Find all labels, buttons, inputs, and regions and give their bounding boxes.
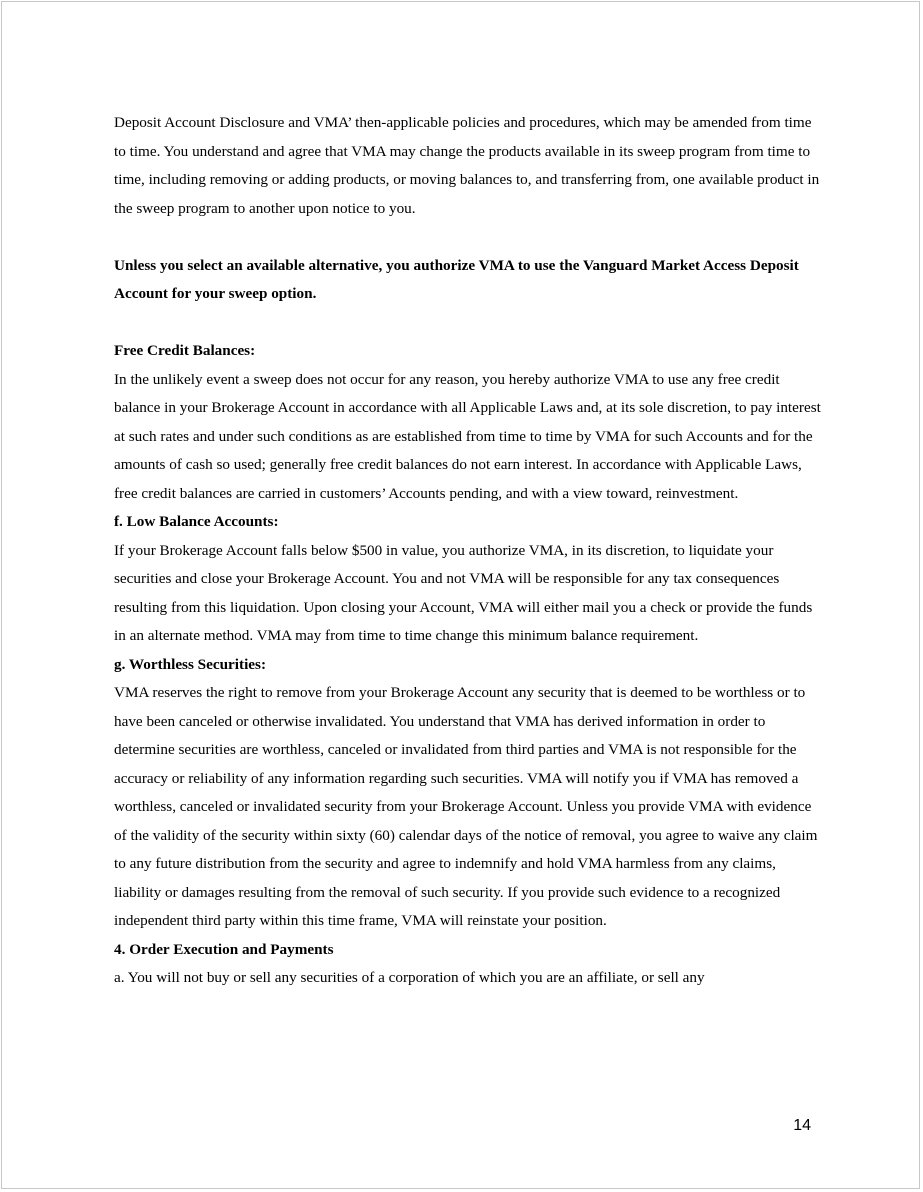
paragraph-low-balance-accounts: If your Brokerage Account falls below $500 in value, you authorize VMA, in its discretion, to liquidate your securities and close your Brokerage Account. You and not VMA will be responsible for any tax consequences resulting from this liquidation. Upon closing your Account, VMA will either mail you a check or provide the funds in an alternate method. VMA may from time to time change this minimum balance requirement.: [114, 541, 813, 644]
page-number: 14: [793, 1117, 811, 1134]
page-body: [114, 109, 826, 993]
heading-order-execution: 4. Order Execution and Payments: [114, 940, 334, 958]
heading-worthless-securities: g. Worthless Securities:: [114, 655, 267, 673]
document-page: [1, 1, 920, 1189]
paragraph-order-execution-a: a. You will not buy or sell any securities of a corporation of which you are an affiliate, or sell any: [114, 969, 705, 986]
heading-free-credit-balances: Free Credit Balances:: [114, 342, 256, 359]
paragraph-sweep-default: Unless you select an available alternative, you authorize VMA to use the Vanguard Market Access Deposit Account for your sweep option.: [114, 256, 799, 302]
paragraph-worthless-securities: VMA reserves the right to remove from your Brokerage Account any security that is deemed to be worthless or to have been canceled or otherwise invalidated. You understand that VMA has derived information in order to determine securities are worthless, canceled or invalidated from third parties and VMA is not responsible for the accuracy or reliability of any information regarding such securities. VMA will notify you if VMA has removed a worthless, canceled or invalidated security from your Brokerage Account. Unless you provide VMA with evidence of the validity of the security within sixty (60) calendar days of the notice of removal, you agree to waive any claim to any future distribution from the security and agree to indemnify and hold VMA harmless from any claims, liability or damages resulting from the removal of such security. If you provide such evidence to a recognized independent third party within this time frame, VMA will reinstate your position.: [114, 684, 818, 929]
heading-low-balance-accounts: f. Low Balance Accounts:: [114, 513, 279, 530]
paragraph-sweep-continued: Deposit Account Disclosure and VMA’ then-applicable policies and procedures, which may be amended from time to time. You understand and agree that VMA may change the products available in its sweep program from time to time, including removing or adding products, or moving balances to, and transferring from, one available product in the sweep program to another upon notice to you.: [114, 114, 820, 217]
paragraph-free-credit-balances: In the unlikely event a sweep does not occur for any reason, you hereby authorize VMA to use any free credit balance in your Brokerage Account in accordance with all Applicable Laws and, at its sole discretion, to pay interest at such rates and under such conditions as are established from time to time by VMA for such Accounts and for the amounts of cash so used; generally free credit balances do not earn interest. In accordance with Applicable Laws, free credit balances are carried in customers’ Accounts pending, and with a view toward, reinvestment.: [114, 370, 821, 502]
